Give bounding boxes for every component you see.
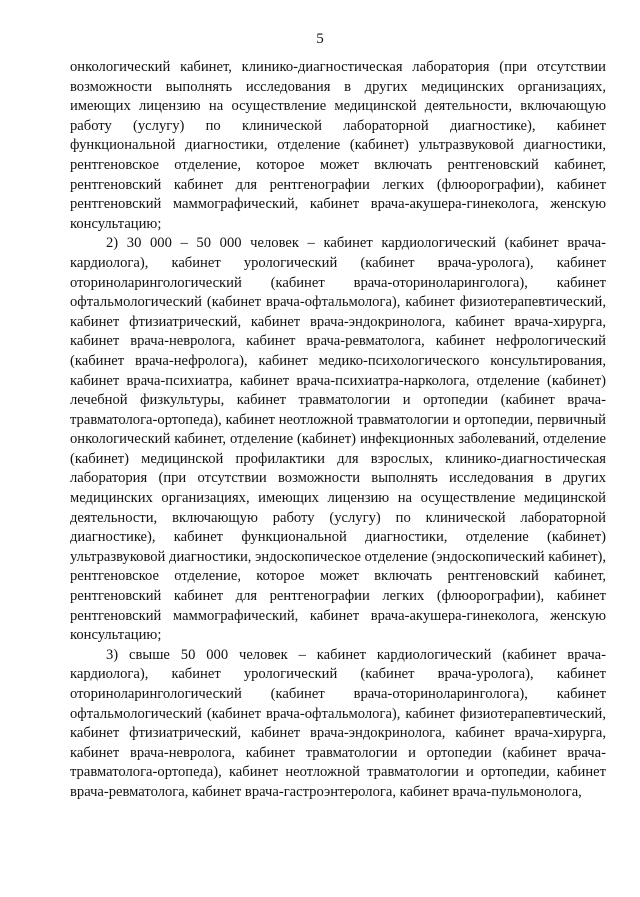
paragraph-continuation: онкологический кабинет, клинико-диагностическая лаборатория (при отсутствии возможности выполнять исследования в других медицинских организациях, имеющих лицензию на осуществление медицинской деятельности, включающую работу (услугу) по клинической лабораторной диагностике), кабинет функциональной диагностики, отделение (кабинет) ультразвуковой диагностики, рентгеновское отделение, которое может включать рентгеновский кабинет, рентгеновский кабинет для рентгенографии легких (флюорографии), кабинет рентгеновский маммографический, кабинет врача-акушера-гинеколога, женскую консультацию;	[70, 59, 606, 232]
paragraph-item-2: 2) 30 000 – 50 000 человек – кабинет кардиологический (кабинет врача-кардиолога), кабинет урологический (кабинет врача-уролога), кабинет оториноларингологический (кабинет врача-оториноларинголога), кабинет офтальмологический (кабинет врача-офтальмолога), кабинет физиотерапевтический, кабинет фтизиатрический, кабинет врача-эндокринолога, кабинет врача-хирурга, кабинет врача-невролога, кабинет врача-ревматолога, кабинет нефрологический (кабинет врача-нефролога), кабинет медико-психологического консультирования, кабинет врача-психиатра, кабинет врача-психиатра-нарколога, отделение (кабинет) лечебной физкультуры, кабинет травматологии и ортопедии (кабинет врача-травматолога-ортопеда), кабинет неотложной травматологии и ортопедии, первичный онкологический кабинет, отделение (кабинет) инфекционных заболеваний, отделение (кабинет) медицинской профилактики для взрослых, клинико-диагностическая лаборатория (при отсутствии возможности выполнять исследования в других медицинских организациях, имеющих лицензию на осуществление медицинской деятельности, включающую работу (услугу) по клинической лабораторной диагностике), кабинет функциональной диагностики, отделение (кабинет) ультразвуковой диагностики, эндоскопическое отделение (эндоскопический кабинет), рентгеновское отделение, которое может включать рентгеновский кабинет, рентгеновский кабинет для рентгенографии легких (флюорографии), кабинет рентгеновский маммографический, кабинет врача-акушера-гинеколога, женскую консультацию;	[70, 235, 606, 644]
document-body	[70, 58, 606, 803]
paragraph-item-3: 3) свыше 50 000 человек – кабинет кардиологический (кабинет врача-кардиолога), кабинет урологический (кабинет врача-уролога), кабинет оториноларингологический (кабинет врача-оториноларинголога), кабинет офтальмологический (кабинет врача-офтальмолога), кабинет физиотерапевтический, кабинет фтизиатрический, кабинет врача-эндокринолога, кабинет врача-хирурга, кабинет врача-невролога, кабинет травматологии и ортопедии (кабинет врача-травматолога-ортопеда), кабинет неотложной травматологии и ортопедии, кабинет врача-ревматолога, кабинет врача-гастроэнтеролога, кабинет врача-пульмонолога,	[70, 646, 606, 800]
page-number: 5	[316, 31, 324, 47]
